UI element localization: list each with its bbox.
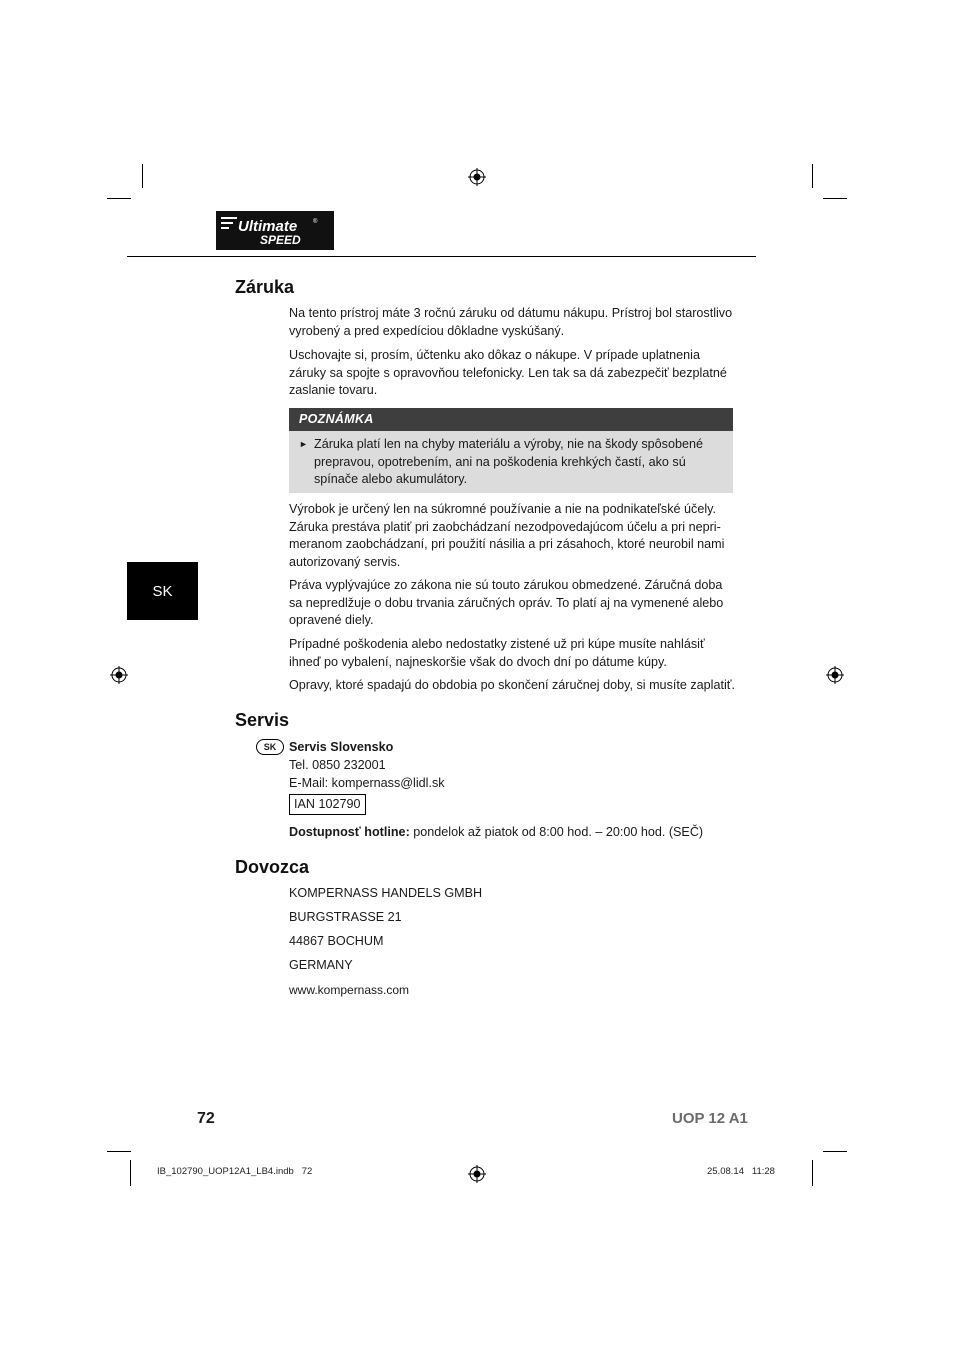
page-number: 72 xyxy=(197,1110,215,1127)
registration-mark-icon xyxy=(110,666,128,684)
language-tab-sk: SK xyxy=(127,562,198,620)
address-line: GERMANY xyxy=(289,958,353,972)
note-box xyxy=(289,408,733,493)
print-slug-file: IB_102790_UOP12A1_LB4.indb 72 xyxy=(157,1166,313,1177)
registration-mark-icon xyxy=(468,1165,486,1183)
paragraph: Na tento prístroj máte 3 ročnú záruku od dátumu nákupu. Prístroj bol starostlivo vyrobený a pred expedíciou dôkladne vyskúšaný. xyxy=(289,306,733,338)
address-line: 44867 BOCHUM xyxy=(289,934,384,948)
model-number: UOP 12 A1 xyxy=(672,1110,748,1127)
registration-mark-icon xyxy=(826,666,844,684)
service-name: Servis Slovensko xyxy=(289,740,394,754)
note-body xyxy=(289,431,733,493)
logo-line2: SPEED xyxy=(260,233,301,247)
crop-mark xyxy=(142,164,143,188)
logo-mark: ® xyxy=(313,219,318,225)
note-heading: POZNÁMKA xyxy=(289,408,733,431)
bullet-arrow-icon: ► xyxy=(299,439,308,449)
ultimate-speed-logo xyxy=(216,211,334,250)
country-badge: SK xyxy=(256,739,284,755)
service-email: E-Mail: kompernass@lidl.sk xyxy=(289,776,445,790)
section-title-dovozca: Dovozca xyxy=(235,857,310,877)
crop-mark xyxy=(823,1151,847,1152)
note-text: Záruka platí len na chyby materiálu a výroby, nie na škody spôsobené prepravou, opotrebením, ani na poškodenia krehkých častí, ako sú spínače alebo akumulátory. xyxy=(314,437,703,486)
section-title-servis: Servis xyxy=(235,710,290,730)
hotline-label: Dostupnosť hotline: xyxy=(289,825,410,839)
address-line: KOMPERNASS HANDELS GMBH xyxy=(289,886,483,900)
crop-mark xyxy=(107,198,131,199)
section-title-zaruka: Záruka xyxy=(235,277,295,297)
paragraph: Práva vyplývajúce zo zákona nie sú touto zárukou obmedzené. Záručná doba sa nepredlžuje o dobu trvania záručných opráv. To platí aj na vymenené alebo opravené diely. xyxy=(289,578,724,627)
service-phone: Tel. 0850 232001 xyxy=(289,758,386,772)
header-rule xyxy=(127,256,756,257)
paragraph: Opravy, ktoré spadajú do obdobia po skončení záručnej doby, si musíte zaplatiť. xyxy=(289,678,735,692)
crop-mark xyxy=(107,1151,131,1152)
website-link[interactable]: www.kompernass.com xyxy=(289,983,410,997)
crop-mark xyxy=(812,164,813,188)
paragraph: Prípadné poškodenia alebo nedostatky zistené už pri kúpe musíte nahlásiť ihneď po vybalení, najneskoršie však do dvoch dní po dátume kúpy. xyxy=(289,637,705,669)
crop-mark xyxy=(812,1160,813,1186)
paragraph: Uschovajte si, prosím, účtenku ako dôkaz o nákupe. V prípade uplatnenia záruky sa spojte s opravovňou telefonicky. Len tak sa dá zabezpečiť bezplatné zaslanie tovaru. xyxy=(289,348,727,397)
ian-box: IAN 102790 xyxy=(289,794,366,815)
address-line: BURGSTRASSE 21 xyxy=(289,910,402,924)
hotline-line xyxy=(289,824,703,842)
print-slug-date: 25.08.14 11:28 xyxy=(707,1166,775,1177)
paragraph: Výrobok je určený len na súkromné používanie a nie na podnikateľské účely. Záruka prestáva platiť pri zaobchádzaní nezodpovedajúcom účelu a pri neprimeranom zaobchádzaní, pri použití násilia a pri zásahoch, ktoré neurobil nami autorizovaný servis. xyxy=(289,502,725,569)
crop-mark xyxy=(130,1160,131,1186)
hotline-value: pondelok až piatok od 8:00 hod. – 20:00 hod. (SEČ) xyxy=(413,825,704,839)
registration-mark-icon xyxy=(468,168,486,186)
crop-mark xyxy=(823,198,847,199)
logo-line1: Ultimate xyxy=(238,218,298,235)
